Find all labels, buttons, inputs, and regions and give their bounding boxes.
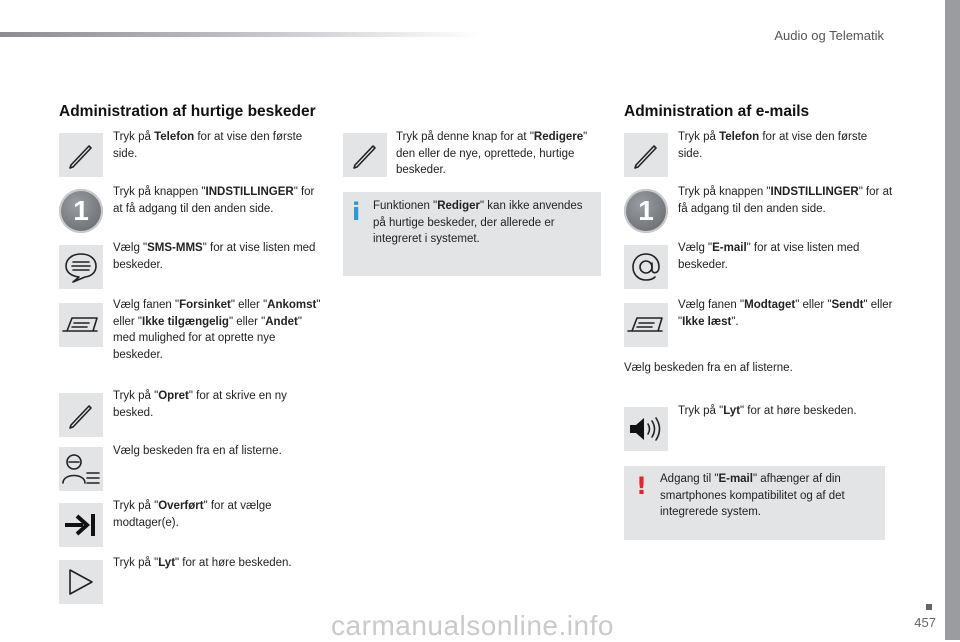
left-step-1: Tryk på Telefon for at vise den første side. [113, 131, 303, 160]
right-plain-text: Vælg beskeden fra en af listerne. [624, 362, 793, 374]
contact-list-icon [59, 447, 103, 491]
right-section-title: Administration af e-mails [624, 103, 810, 120]
pen-icon [59, 393, 103, 437]
number-1-badge: 1 [59, 189, 103, 233]
edit-step: Tryk på denne knap for at "Redigere" den eller de nye, oprettede, hurtige beskeder. [396, 131, 588, 176]
left-step-2: Tryk på knappen "INDSTILLINGER" for at få adgang til den anden side. [113, 186, 315, 215]
right-listen-step: Tryk på "Lyt" for at høre beskeden. [678, 405, 857, 417]
warning-note-text: Adgang til "E-mail" afhænger af din smartphones kompatibilitet og af det integrerede system. [660, 473, 845, 518]
right-step-3: Vælg "E-mail" for at vise listen med beskeder. [678, 242, 860, 271]
page-number: 457 [914, 615, 936, 630]
pen-icon [343, 133, 387, 177]
play-icon [59, 560, 103, 604]
left-step-7: Tryk på "Overført" for at vælge modtager(e). [113, 500, 272, 529]
page-header-title: Audio og Telematik [774, 28, 884, 43]
info-note-text: Funktionen "Rediger" kan ikke anvendes på hurtige beskeder, der allerede er integreret i systemet. [373, 200, 583, 245]
right-step-2: Tryk på knappen "INDSTILLINGER" for at få adgang til den anden side. [678, 186, 893, 215]
pen-icon [59, 133, 103, 177]
side-strip [945, 0, 960, 640]
tab-icon [624, 303, 668, 347]
left-step-4: Vælg fanen "Forsinket" eller "Ankomst" eller "Ikke tilgængelig" eller "Andet" med mulighed for at oprette nye beskeder. [113, 299, 321, 361]
message-bubble-icon [59, 245, 103, 289]
left-step-5: Tryk på "Opret" for at skrive en ny besked. [113, 390, 287, 419]
watermark: carmanualsonline.info [331, 610, 614, 641]
left-section-title: Administration af hurtige beskeder [59, 103, 316, 120]
warning-note [624, 466, 885, 540]
warning-icon: ! [636, 472, 647, 500]
info-icon: i [352, 198, 361, 226]
left-step-3: Vælg "SMS-MMS" for at vise listen med beskeder. [113, 242, 316, 271]
pen-icon [624, 133, 668, 177]
number-1-badge: 1 [624, 189, 668, 233]
info-note [343, 192, 601, 276]
tab-icon [59, 303, 103, 347]
right-step-1: Tryk på Telefon for at vise den første side. [678, 131, 868, 160]
forward-arrow-icon [59, 503, 103, 547]
at-sign-icon [624, 245, 668, 289]
right-step-4: Vælg fanen "Modtaget" eller "Sendt" eller "Ikke læst". [678, 299, 893, 328]
header-bar [0, 32, 480, 37]
left-step-8: Tryk på "Lyt" for at høre beskeden. [113, 557, 292, 569]
left-step-6: Vælg beskeden fra en af listerne. [113, 445, 282, 457]
speaker-icon [624, 407, 668, 451]
